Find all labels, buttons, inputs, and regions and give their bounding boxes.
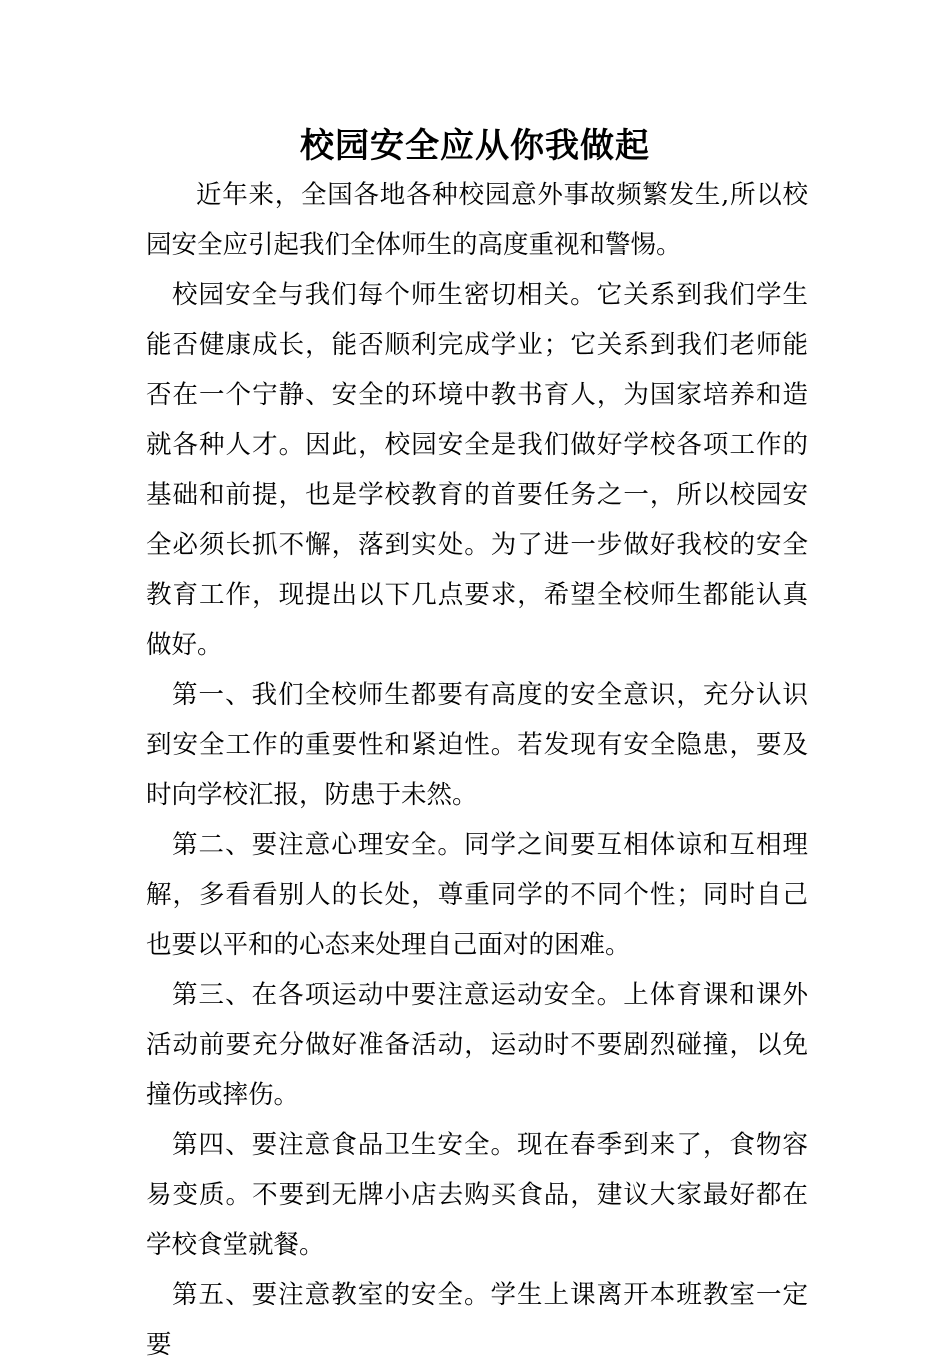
paragraph-intro: 近年来，全国各地各种校园意外事故频繁发生,所以校园安全应引起我们全体师生的高度重视和警惕。: [146, 180, 808, 260]
paragraph-point-2: 第二、要注意心理安全。同学之间要互相体谅和互相理解，多看看别人的长处，尊重同学的不同个性；同时自己也要以平和的心态来处理自己面对的困难。: [146, 830, 808, 960]
paragraph-point-5: 第五、要注意教室的安全。学生上课离开本班教室一定要: [146, 1280, 808, 1360]
document-body: [146, 170, 808, 1370]
paragraph-point-4: 第四、要注意食品卫生安全。现在春季到来了，食物容易变质。不要到无牌小店去购买食品，建议大家最好都在学校食堂就餐。: [146, 1130, 808, 1260]
paragraph-point-1: 第一、我们全校师生都要有高度的安全意识，充分认识到安全工作的重要性和紧迫性。若发现有安全隐患，要及时向学校汇报，防患于未然。: [146, 680, 808, 810]
document-title: 校园安全应从你我做起: [300, 126, 650, 166]
paragraph-point-3: 第三、在各项运动中要注意运动安全。上体育课和课外活动前要充分做好准备活动，运动时不要剧烈碰撞，以免撞伤或摔伤。: [146, 980, 808, 1110]
paragraph-importance: 校园安全与我们每个师生密切相关。它关系到我们学生能否健康成长，能否顺利完成学业；它关系到我们老师能否在一个宁静、安全的环境中教书育人，为国家培养和造就各种人才。因此，校园安全是我们做好学校各项工作的基础和前提，也是学校教育的首要任务之一，所以校园安全必须长抓不懈，落到实处。为了进一步做好我校的安全教育工作，现提出以下几点要求，希望全校师生都能认真做好。: [146, 280, 808, 660]
